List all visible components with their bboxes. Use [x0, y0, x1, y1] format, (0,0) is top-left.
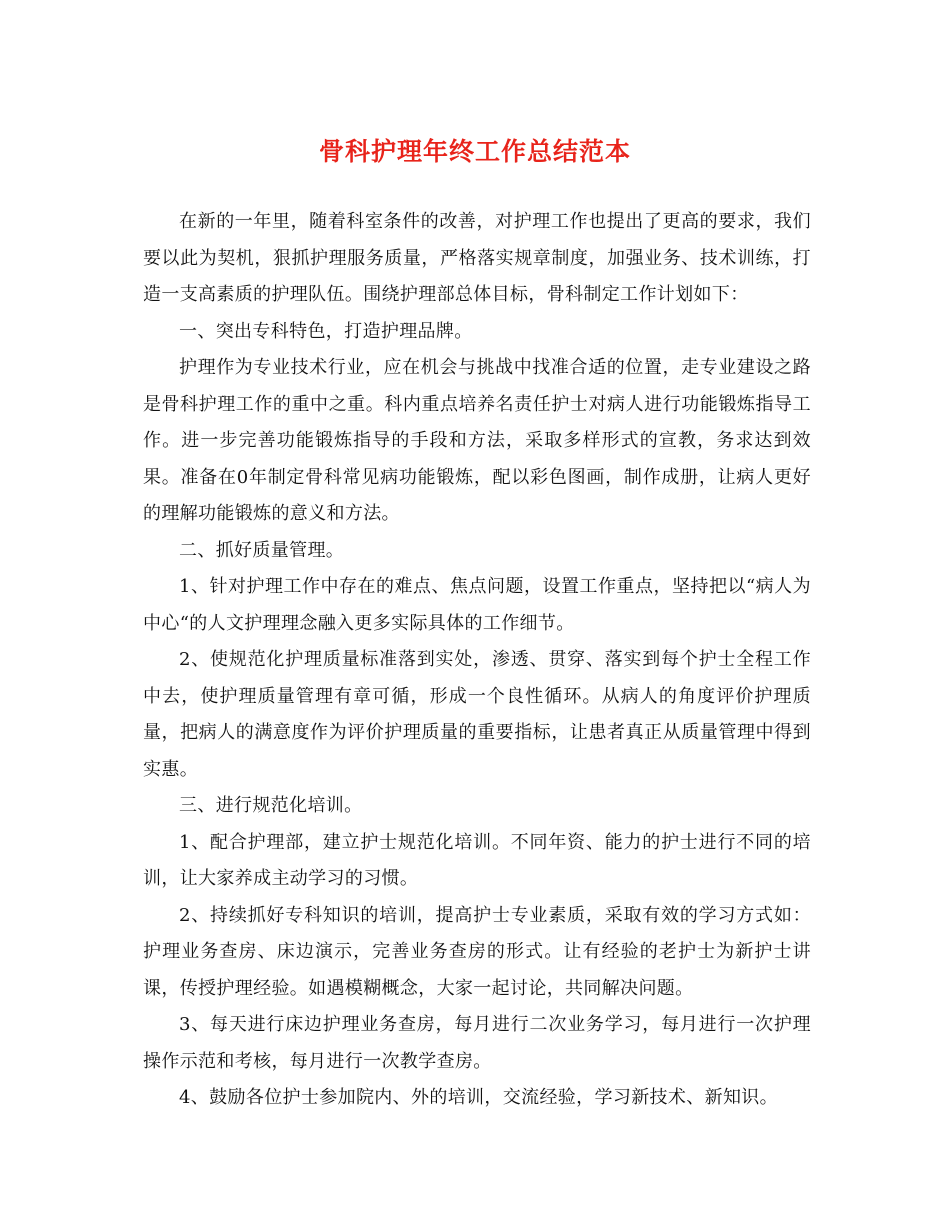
document-body [143, 204, 811, 1117]
paragraph-training-2: 2、持续抓好专科知识的培训，提高护士专业素质，采取有效的学习方式如：护理业务查房、床边演示，完善业务查房的形式。让有经验的老护士为新护士讲课，传授护理经验。如遇模糊概念，大家一起讨论，共同解决问题。 [143, 904, 811, 999]
section-heading-3: 三、进行规范化培训。 [179, 795, 363, 816]
paragraph-specialty: 护理作为专业技术行业，应在机会与挑战中找准合适的位置，走专业建设之路是骨科护理工作的重中之重。科内重点培养名责任护士对病人进行功能锻炼指导工作。进一步完善功能锻炼指导的手段和方法，采取多样形式的宣教，务求达到效果。准备在0年制定骨科常见病功能锻炼，配以彩色图画，制作成册，让病人更好的理解功能锻炼的意义和方法。 [143, 357, 811, 524]
paragraph-training-4: 4、鼓励各位护士参加院内、外的培训，交流经验，学习新技术、新知识。 [179, 1087, 778, 1108]
paragraph-quality-2: 2、使规范化护理质量标准落到实处，渗透、贯穿、落实到每个护士全程工作中去，使护理质量管理有章可循，形成一个良性循环。从病人的角度评价护理质量，把病人的满意度作为评价护理质量的重要指标，让患者真正从质量管理中得到实惠。 [143, 649, 811, 780]
section-heading-2: 二、抓好质量管理。 [179, 539, 345, 561]
paragraph-quality-1: 1、针对护理工作中存在的难点、焦点问题，设置工作重点，坚持把以“病人为中心“的人文护理理念融入更多实际具体的工作细节。 [143, 576, 811, 634]
paragraph-training-1: 1、配合护理部，建立护士规范化培训。不同年资、能力的护士进行不同的培训，让大家养成主动学习的习惯。 [143, 831, 811, 889]
document-title: 骨科护理年终工作总结范本 [318, 137, 631, 166]
section-heading-1: 一、突出专科特色，打造护理品牌。 [179, 320, 473, 342]
paragraph-training-3: 3、每天进行床边护理业务查房，每月进行二次业务学习，每月进行一次护理操作示范和考核，每月进行一次教学查房。 [143, 1014, 811, 1072]
paragraph-intro: 在新的一年里，随着科室条件的改善，对护理工作也提出了更高的要求，我们要以此为契机，狠抓护理服务质量，严格落实规章制度，加强业务、技术训练，打造一支高素质的护理队伍。围绕护理部总体目标，骨科制定工作计划如下： [143, 211, 811, 305]
